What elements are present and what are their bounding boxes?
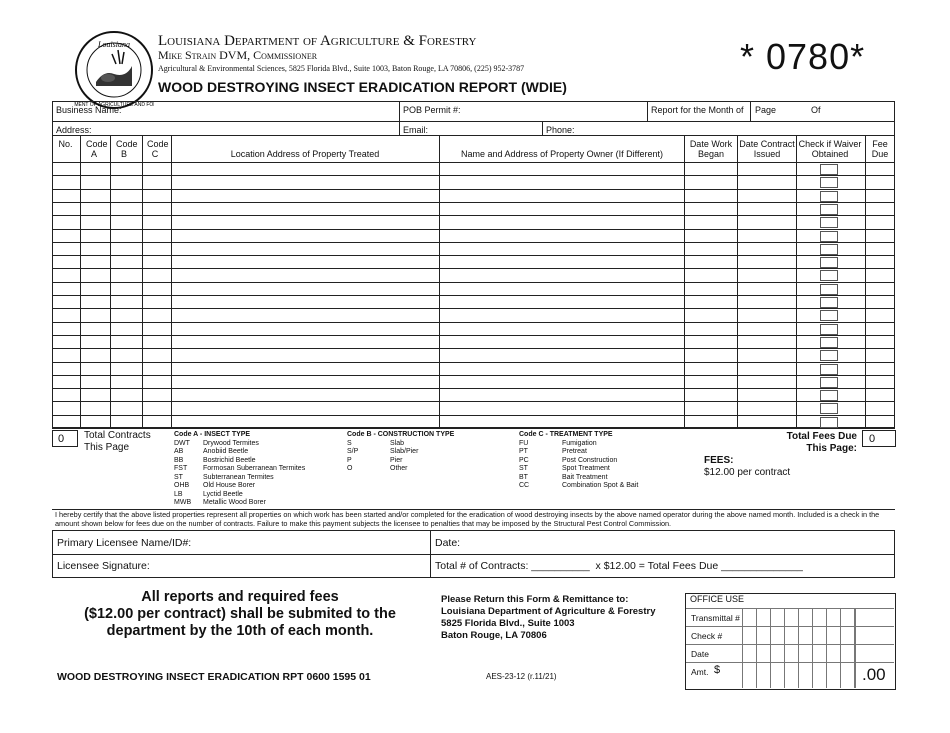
code-desc: Fumigation (562, 439, 597, 447)
table-row[interactable] (53, 402, 894, 414)
code-desc: Slab/Pier (390, 448, 419, 455)
primary-licensee-label: Primary Licensee Name/ID#: (57, 537, 192, 549)
table-row[interactable] (53, 190, 894, 202)
code-desc: Combination Spot & Bait (562, 482, 639, 489)
code-item (347, 465, 517, 474)
table-row[interactable] (53, 323, 894, 335)
pob-permit-label: POB Permit #: (403, 105, 461, 115)
email-label: Email: (403, 125, 429, 135)
code-item (519, 448, 689, 457)
department-address: Agricultural & Environmental Sciences, 5825 Florida Blvd., Suite 1003, Baton Rouge, LA 70806, (225) 952-3787 (158, 64, 525, 73)
code-item (347, 448, 517, 457)
notice-line-1: All reports and required fees (141, 589, 339, 605)
table-row[interactable] (53, 243, 894, 255)
col-code-c: Code C (147, 139, 169, 159)
table-row[interactable] (53, 283, 894, 295)
office-use-title: OFFICE USE (690, 594, 745, 604)
waiver-checkbox[interactable] (820, 164, 838, 175)
waiver-checkbox[interactable] (820, 284, 838, 295)
licensee-signature-label: Licensee Signature: (57, 560, 150, 572)
dollar-sign: $ (714, 664, 721, 676)
code-desc: Bait Treatment (562, 473, 608, 481)
code-item (519, 465, 689, 474)
table-row[interactable] (53, 296, 894, 308)
total-contracts-label: Total Contracts (84, 430, 151, 441)
svg-text:DEPARTMENT OF AGRICULTURE AND: MENT OF AGRICULTURE AND FO (74, 102, 154, 108)
waiver-checkbox[interactable] (820, 204, 838, 215)
table-row[interactable] (53, 216, 894, 228)
transmittal-label: Transmittal # (691, 613, 740, 623)
total-fees-value: 0 (869, 433, 876, 445)
col-location: Location Address of Property Treated (230, 149, 380, 159)
table-row[interactable] (53, 203, 894, 215)
code-abbr: DWT (174, 439, 190, 447)
code-b-title: Code B - CONSTRUCTION TYPE (347, 431, 455, 438)
code-desc: Slab (390, 439, 405, 447)
code-desc: Anobiid Beetle (203, 448, 249, 455)
certification-text: I hereby certify that the above listed properties represent all properties on which work has been started and/or completed for the eradication of wood destroying insects by the above named operator during the above named month. Included is a check in the amount shown below for fees due on the number of contracts. Failure to make this payment subjects the licensee to penalties that may be imposed by the Structural Pest Control Commission. (55, 510, 880, 528)
form-number: * 0780* (740, 36, 866, 77)
code-desc: Subterranean Termites (203, 473, 274, 481)
waiver-checkbox[interactable] (820, 270, 838, 281)
code-abbr: PT (519, 448, 528, 455)
code-desc: Bostrichid Beetle (203, 456, 256, 464)
total-fees-box[interactable] (862, 430, 896, 447)
notice-line-3: department by the 10th of each month. (106, 623, 374, 639)
code-abbr: O (347, 465, 353, 472)
form-title: WOOD DESTROYING INSECT ERADICATION REPORT (WDIE) (158, 79, 567, 95)
waiver-checkbox[interactable] (820, 310, 838, 321)
code-abbr: S (347, 439, 352, 447)
commissioner-name: Mike Strain DVM, Commissioner (158, 48, 318, 62)
code-item (174, 440, 344, 449)
code-abbr: ST (519, 465, 528, 472)
waiver-checkbox[interactable] (820, 390, 838, 401)
code-b-legend (347, 431, 517, 474)
col-fee-due: Fee Due (871, 139, 889, 159)
col-date-work: Date Work Began (689, 139, 733, 159)
waiver-checkbox[interactable] (820, 337, 838, 348)
report-month-label: Report for the Month of (651, 105, 744, 115)
code-item (347, 440, 517, 449)
return-line-3: 5825 Florida Blvd., Suite 1003 (441, 618, 575, 629)
waiver-checkbox[interactable] (820, 403, 838, 414)
waiver-checkbox[interactable] (820, 217, 838, 228)
waiver-checkbox[interactable] (820, 377, 838, 388)
page-label: Page (755, 105, 777, 115)
check-label: Check # (691, 631, 723, 641)
code-item (174, 448, 344, 457)
waiver-checkbox[interactable] (820, 231, 838, 242)
code-abbr: BT (519, 473, 528, 481)
table-row[interactable] (53, 230, 894, 242)
total-contracts-label-2: This Page (84, 442, 130, 453)
code-abbr: S/P (347, 448, 359, 455)
code-desc: Post Construction (562, 456, 618, 464)
code-abbr: ST (174, 473, 183, 481)
code-item (519, 457, 689, 466)
waiver-checkbox[interactable] (820, 324, 838, 335)
code-item (519, 482, 689, 491)
of-label: Of (811, 105, 821, 115)
code-item (519, 440, 689, 449)
code-desc: Pier (390, 456, 403, 464)
fees-rate: $12.00 per contract (704, 467, 791, 478)
phone-label: Phone: (546, 125, 575, 135)
total-fees-label: Total Fees Due (786, 431, 857, 442)
table-row[interactable] (53, 336, 894, 348)
code-item (174, 465, 344, 474)
return-address (441, 594, 656, 642)
code-desc: Spot Treatment (562, 465, 610, 472)
code-abbr: FST (174, 465, 188, 472)
code-c-title: Code C - TREATMENT TYPE (519, 431, 613, 438)
code-desc: Other (390, 465, 408, 472)
code-a-legend (174, 431, 344, 508)
form-code: AES-23-12 (r.11/21) (486, 672, 557, 681)
total-fees-label-2: This Page: (806, 443, 857, 454)
code-abbr: MWB (174, 499, 192, 506)
return-line-1: Please Return this Form & Remittance to: (441, 594, 629, 605)
waiver-checkbox[interactable] (820, 364, 838, 375)
business-name-label: Business Name: (56, 105, 122, 115)
code-abbr: PC (519, 456, 529, 464)
col-no: No. (58, 139, 73, 149)
code-abbr: LB (174, 490, 183, 498)
table-row[interactable] (53, 389, 894, 401)
col-waiver: Check if Waiver Obtained (798, 139, 862, 159)
submission-notice (60, 589, 420, 640)
code-item (174, 474, 344, 483)
code-item (347, 457, 517, 466)
code-abbr: P (347, 456, 352, 464)
table-row[interactable] (53, 163, 894, 175)
code-desc: Pretreat (562, 448, 587, 455)
code-abbr: FU (519, 439, 529, 447)
waiver-checkbox[interactable] (820, 244, 838, 255)
table-row[interactable] (53, 376, 894, 388)
table-row[interactable] (53, 269, 894, 281)
total-contracts-box[interactable] (52, 430, 78, 447)
code-item (174, 499, 344, 508)
code-item (174, 482, 344, 491)
code-a-title: Code A - INSECT TYPE (174, 431, 251, 438)
waiver-checkbox[interactable] (820, 191, 838, 202)
address-label: Address: (56, 125, 92, 135)
total-contracts-value: 0 (58, 433, 65, 445)
date-office-label: Date (691, 649, 709, 659)
report-code: WOOD DESTROYING INSECT ERADICATION RPT 0600 1595 01 (57, 671, 371, 683)
table-row[interactable] (53, 309, 894, 321)
table-row[interactable] (53, 349, 894, 361)
department-seal (74, 30, 154, 110)
code-desc: Lyctid Beetle (203, 490, 243, 498)
waiver-checkbox[interactable] (820, 350, 838, 361)
department-name: Louisiana Department of Agriculture & Forestry (158, 33, 477, 49)
waiver-checkbox[interactable] (820, 257, 838, 268)
table-row[interactable] (53, 363, 894, 375)
code-abbr: BB (174, 456, 184, 464)
svg-text:Louisiana: Louisiana (97, 40, 131, 49)
code-c-legend (519, 431, 689, 491)
notice-line-2: ($12.00 per contract) shall be submited to the (84, 606, 396, 622)
waiver-checkbox[interactable] (820, 177, 838, 188)
col-date-contract: Date Contract Issued (739, 139, 795, 159)
col-code-b: Code B (116, 139, 138, 159)
code-desc: Drywood Termites (203, 439, 259, 447)
code-item (519, 474, 689, 483)
cents-value: .00 (862, 665, 886, 684)
total-contracts-calc: Total # of Contracts: __________ x $12.00 = Total Fees Due ______________ (435, 560, 803, 572)
table-row[interactable] (53, 256, 894, 268)
code-item (174, 491, 344, 500)
waiver-checkbox[interactable] (820, 417, 838, 428)
col-code-a: Code A (86, 139, 108, 159)
table-row[interactable] (53, 416, 894, 428)
date-label: Date: (435, 537, 461, 549)
amount-label: Amt. (691, 667, 709, 677)
code-desc: Old House Borer (203, 482, 256, 489)
code-desc: Formosan Suberranean Termites (203, 465, 306, 472)
waiver-checkbox[interactable] (820, 297, 838, 308)
code-abbr: OHB (174, 482, 190, 489)
code-item (174, 457, 344, 466)
code-abbr: CC (519, 482, 530, 489)
table-row[interactable] (53, 176, 894, 188)
return-line-2: Louisiana Department of Agriculture & Forestry (441, 606, 656, 617)
code-desc: Metallic Wood Borer (203, 499, 266, 506)
code-abbr: AB (174, 448, 184, 455)
return-line-4: Baton Rouge, LA 70806 (441, 630, 547, 641)
fees-title: FEES: (704, 455, 734, 466)
col-owner: Name and Address of Property Owner (If Different) (461, 149, 663, 159)
